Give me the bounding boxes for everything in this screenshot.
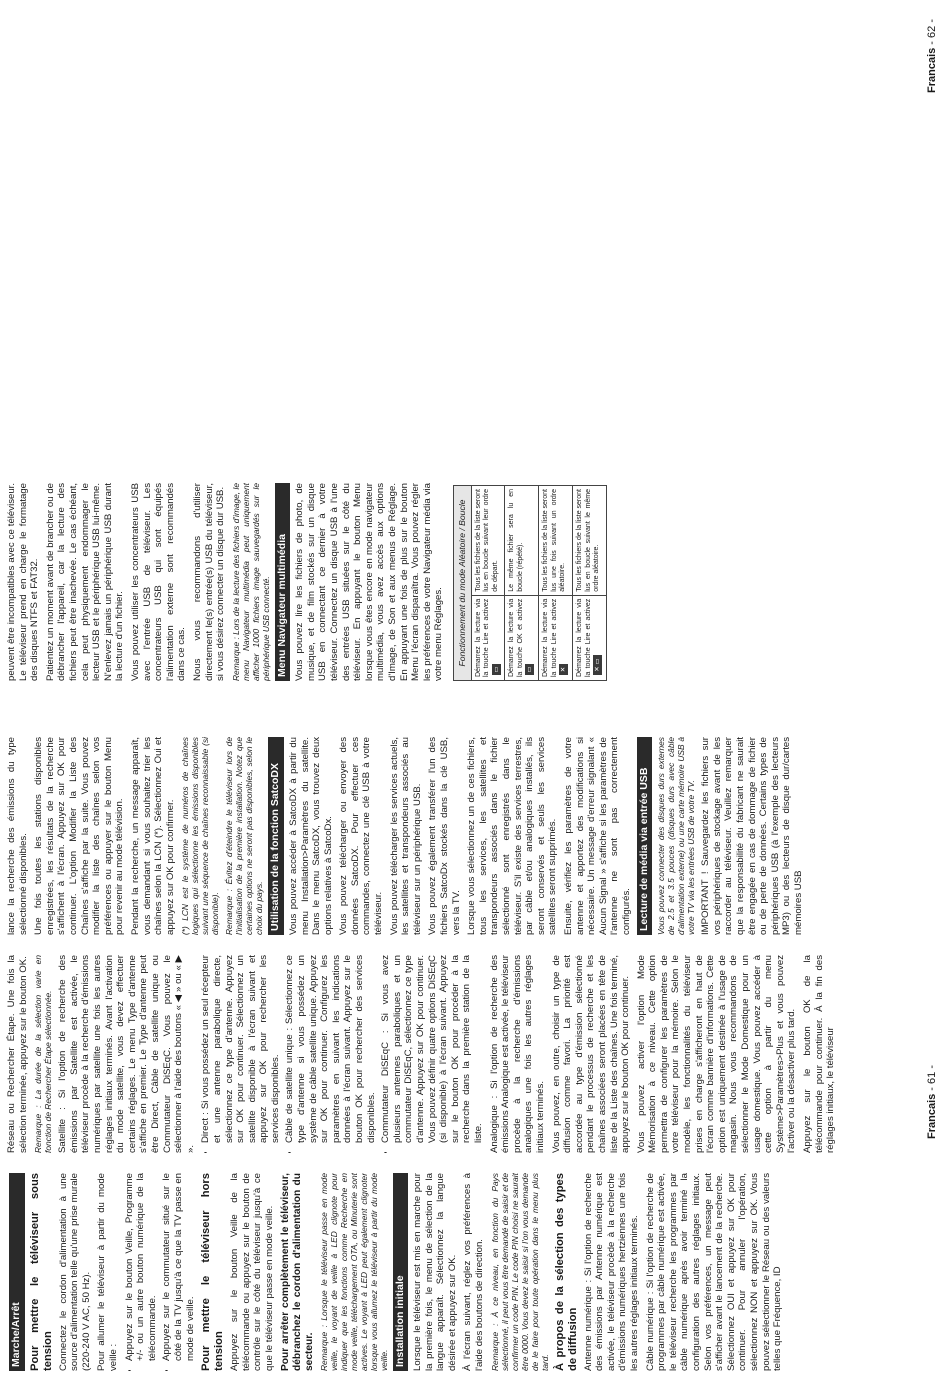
footer-language: Francais <box>926 1093 938 1139</box>
note: Remarque : À ce niveau, en fonction du Pays sélectionné, il peut vous être demandé de saisir et de confirmer un code PIN. Le code PIN choisi ne saurait être 0000. Vous devez le saisir si l'on vous demande de le faire pour toute opération dans le menu plus tard. <box>489 1173 550 1371</box>
table-cell <box>539 595 573 680</box>
paragraph: Vous pouvez activer l'option Mode Mémorisation à ce niveau. Cette option permettra de configurer les paramètres de votre téléviseur pour la mémoire. Selon le modèle, les fonctionnalités du téléviseur prises en charge s'afficheront en haut de l'écran comme bannière d'informations. Cette option est uniquement destinée à l'usage de magasin. Nous vous recommandons de sélectionner le Mode Domestique pour un usage domestique. Vous pouvez accéder à cette option à partir du menu Système>Paramètres>Plus et vous pouvez l'activer ou la désactiver plus tard. <box>635 955 798 1153</box>
paragraph: Lorsque le téléviseur est mis en marche pour la première fois, le menu de sélection de la langue apparaît. Sélectionnez la langue désirée et appuyez sur OK. <box>412 1173 458 1371</box>
repeat-icon: ▭ <box>525 664 534 675</box>
paragraph: À l'écran suivant, réglez vos préférences à l'aide des boutons de direction. <box>462 1173 486 1371</box>
paragraph: Vous pouvez lire les fichiers de photo, de musique, et de film stockés sur un disque USB en connectant ce dernier à votre téléviseur. Connectez un disque USB à l'une des entrées USB situées sur le côté du téléviseur. En appuyant le bouton Menu lorsque vous êtes encore en mode navigateur multimédia, vous avez accès aux options d'Image, de Son et aux menus de Réglage. En appuyant une fois de plus sur le bouton Menu l'écran disparaîtra. Vous pouvez régler les préférences de votre Navigateur média via votre menu Réglages. <box>294 483 445 681</box>
paragraph: Câble numérique : Si l'option de recherche de programmes par câble numérique est activée, le téléviseur recherche les programmes par câble numérique après avoir terminé la configuration des autres réglages initiaux. Selon vos préférences, un message peut s'afficher avant le lancement de la recherche. Sélectionnez OUI et appuyez sur OK pour continuer. Pour annuler l'opération, sélectionnez NON et appuyez sur OK. Vous pouvez sélectionner le Réseau ou des valeurs telles que Fréquence, ID <box>644 1173 784 1371</box>
row-instruction: Démarrez la lecture via la touche OK et activez <box>508 598 524 677</box>
note: Vous pouvez connecter des disques durs externes de 2.5 et 3.5 pouces (disques durs avec câble d'alimentation externe) ou une carte mémoire USB à votre TV via les entrées USB de votre TV. <box>656 737 697 935</box>
table-row <box>573 486 607 681</box>
paragraph: Pendant la recherche, un message apparaît, vous demandant si vous souhaitez trier les chaînes selon la LCN (*). Sélectionnez Oui et appuyez sur OK pour confirmer. <box>129 737 176 935</box>
shuffle-loop-table <box>453 485 607 681</box>
row-instruction: Démarrez la lecture via la touche Lire et activez <box>474 598 490 677</box>
page62-column-1 <box>6 483 906 681</box>
paragraph: Antenne numérique : Si l'option de recherche des émissions par Antenne numérique est activée, le téléviseur procède à la recherche d'émissions numériques hertziennes une fois les autres réglages initiaux terminés. <box>582 1173 641 1371</box>
list-item: • Appuyez sur le bouton Veille, Programme +/- ou un autre bouton numérique de la télécommande. <box>124 1173 159 1361</box>
list-item: • Direct : Si vous possédez un seul récepteur et une antenne parabolique directe, sélectionnez ce type d'antenne. Appuyez sur OK pour continuer. Sélectionnez un satellite disponible à l'écran suivant et appuyez sur OK pour rechercher les services disponibles. <box>200 955 281 1143</box>
section-bar-media-browser: Menu Navigateur multimédia <box>275 483 291 681</box>
note: Remarque : Lorsque le téléviseur passe en mode veille, le voyant de veille à LED clignote pour indiquer que les fonctions comme Recherche en mode veille, téléchargement OTA, ou Minuterie sont actives. Le voyant à LED peut également clignoter lorsque vous allumez le téléviseur à partir du mode veille. <box>318 1173 389 1371</box>
paragraph: Une fois toutes les stations disponibles enregistrées, les résultats de la recherche s'affichent à l'écran. Appuyez sur OK pour continuer. L'option Modifier la Liste des Chaînes s'affiche par la suite. Vous pouvez modifier la liste des chaînes selon vos préférences ou appuyer sur le bouton Menu pour revenir au mode télévision. <box>33 737 126 935</box>
heading-broadcast-types: À propos de la sélection des types de diffusion <box>553 1173 579 1371</box>
paragraph: Patientez un moment avant de brancher ou de débrancher l'appareil, car la lecture des fichiers peut être inachevée. Le cas échéant, cela peut physiquement endommager le lecteur USB et le périphérique USB lui-même. N'enlevez jamais un périphérique USB durant la lecture d'un fichier. <box>44 483 126 681</box>
footer-page-number: - 62 - <box>926 19 938 45</box>
note: Remarque : Évitez d'éteindre le téléviseur lors de l'initialisation de la première installation. Notez que certaines options ne seront pas disponibles, selon le choix du pays. <box>224 737 265 935</box>
paragraph: Pour allumer le téléviseur à partir du mode veille : <box>96 1173 119 1371</box>
section-bar-marche-arret: Marche/Arrêt <box>9 1173 25 1371</box>
paragraph: lance la recherche des émissions du type sélectionné disponibles. <box>6 737 29 935</box>
note: (*) LCN est le système de numéros de chaînes logiques qui sélectionne les émissions disponibles suivant une séquence de chaînes reconnaissable (si disponible). <box>180 737 221 935</box>
heading-power-off: Pour mettre le téléviseur hors tension <box>200 1173 226 1371</box>
paragraph: Analogique : Si l'option de recherche des émissions Analogique est activée, le téléviseur procède à la recherche d'émissions analogiques une fois les autres réglages initiaux terminés. <box>488 955 546 1153</box>
shuffle-icon: ✕ <box>559 664 568 675</box>
list-item: • Commutateur DiSEqC : Si vous avez plusieurs antennes paraboliques et un commutateur DiSEqC, sélectionnez ce type d'antenne. Appuyez sur OK pour continuer. Vous pouvez définir quatre options DiSEqC (si disponible) à l'écran suivant. Appuyez sur le bouton OK pour procéder à la recherche dans la première station de la liste. <box>380 955 484 1143</box>
table-cell: Tous les fichiers de la liste seront lus en boucle suivant le même ordre aléatoire. <box>573 486 607 596</box>
table-cell: Le même fichier sera lu en boucle (répété). <box>505 486 539 596</box>
paragraph: Vous pouvez télécharger les services actuels, les satellites et transpondeurs associés au téléviseur sur un périphérique USB. <box>388 737 423 935</box>
paragraph: Nous vous recommandons d'utiliser directement le(s) entrée(s) USB du téléviseur, si vous désirez connecter un disque dur USB. <box>191 483 227 681</box>
footer-language: Francais <box>926 47 938 93</box>
bullet-list <box>124 1173 197 1371</box>
note: Remarque : Lors de la lecture des fichiers d'image, le menu Navigateur multimédia peut uniquement afficher 1000 fichiers image sauvegardés sur le périphérique USB connecté. <box>230 483 271 681</box>
page-divider <box>0 689 950 690</box>
paragraph: Satellite : Si l'option de recherche des émissions par Satellite est activée, le téléviseur procède à la recherche d'émissions numériques par satellite une fois les autres réglages initiaux terminés. Avant l'activation du mode satellite, vous devez effectuer certains réglages. Le menu Type d'antenne s'affiche en premier. Le Type d'antenne peut être Direct, Câble de satellite unique ou Commutateur DiSEqC. Vous pouvez le sélectionner à l'aide des boutons « ◀ » ou « ▶ ». <box>57 955 196 1153</box>
section-bar-usb-media: Lecture de média via entrée USB <box>637 737 653 935</box>
shuffle-repeat-icon: ✕ ▭ <box>593 655 602 675</box>
table-row <box>471 486 505 681</box>
page61-column-1 <box>6 1173 906 1371</box>
note: Remarque : La durée de la sélection varie en fonction de Rechercher Étape sélectionnée. <box>33 955 54 1153</box>
table-cell <box>573 595 607 680</box>
section-bar-satcodx: Utilisation de la fonction SatcoDX <box>268 737 284 935</box>
bullet-list <box>200 955 484 1153</box>
paragraph: Lorsque vous sélectionnez un de ces fichiers, tous les services, les satellites et transpondeurs associés dans le fichier sélectionné sont enregistrés dans le téléviseur. S'il existe des services terrestres, par câble et/ou analogiques installés, ils seront conservés et seuls les services satellites seront supprimés. <box>466 737 559 935</box>
page61-column-2 <box>6 955 906 1153</box>
table-cell: Tous les fichiers de la liste seront lus en boucle suivant leur ordre de départ. <box>471 486 505 596</box>
table-row <box>505 486 539 681</box>
paragraph: Appuyez sur le bouton Veille de la télécommande ou appuyez sur le bouton de contrôle sur le côté du téléviseur jusqu'à ce que le téléviseur passe en mode veille. <box>229 1173 275 1371</box>
table-cell: Tous les fichiers de la liste seront lus une fois suivant un ordre aléatoire. <box>539 486 573 596</box>
paragraph: peuvent être incompatibles avec ce téléviseur. Le téléviseur prend en charge le formatage des disques NTFS et FAT32. <box>6 483 41 681</box>
table-cell <box>471 595 505 680</box>
heading-power-on: Pour mettre le téléviseur sous tension <box>28 1173 54 1371</box>
page61-column-3 <box>6 737 906 935</box>
page-61 <box>0 690 950 1379</box>
paragraph: Vous pouvez, en outre, choisir un type de diffusion comme favori. La priorité est accordée au type d'émission sélectionné pendant le processus de recherche et les chaînes associées seront placées en tête de liste de la Liste des chaînes. Une fois terminé, appuyez sur le bouton OK pour continuer. <box>550 955 632 1153</box>
page-footer-61 <box>926 1065 938 1139</box>
paragraph: Réseau ou Rechercher Étape. Une fois la sélection terminée, appuyez sur le bouton OK. <box>6 955 29 1153</box>
heading-unplug: Pour arrêter complètement le téléviseur, débranchez le cordon d'alimentation du secteur. <box>279 1173 315 1371</box>
section-bar-installation: Installation initiale <box>393 1173 409 1371</box>
page-62 <box>0 0 950 689</box>
row-instruction: Démarrez la lecture via la touche Lire et activez <box>576 598 592 677</box>
paragraph: Connectez le cordon d'alimentation à une source d'alimentation telle qu'une prise murale (220-240 V AC, 50 Hz). <box>57 1173 92 1371</box>
repeat-icon: ▭ <box>492 664 501 675</box>
paragraph: Vous pouvez accéder à SatcoDX à partir du menu Installation>Paramètres du satellite. Dans le menu SatcoDX, vous trouvez deux options relatives à SatcoDx. <box>287 737 334 935</box>
page-footer-62 <box>926 19 938 93</box>
paragraph: IMPORTANT ! Sauvegardez les fichiers sur vos périphériques de stockage avant de les raccorder au téléviseur. Veuillez remarquer que la responsabilité du fabricant ne saurait être engagée en cas de dommage de fichier ou de perte de données. Certains types de périphériques USB (à l'exemple des lecteurs MP3) ou des lecteurs de disque dur/cartes mémoires USB <box>700 737 804 935</box>
paragraph: Vous pouvez télécharger ou envoyer des données SatcoDX. Pour effectuer ces commandes, connectez une clé USB à votre téléviseur. <box>338 737 385 935</box>
table-title: Fonctionnement du mode Aléatoire / Boucle <box>454 486 472 681</box>
paragraph: Ensuite, vérifiez les paramètres de votre antenne et apportez des modifications si nécessaire. Un message d'erreur signalant « Aucun Signal » s'affiche si les paramètres de l'antenne ne sont pas correctement configurés. <box>562 737 632 935</box>
list-item: • Câble de satellite unique : Sélectionnez ce type d'antenne si vous possédez un système de câble satellite unique. Appuyez sur OK pour continuer. Configurez les paramètres en suivant les indications données à l'écran suivant. Appuyez sur le bouton OK pour rechercher des services disponibles. <box>284 955 377 1143</box>
list-item: • Appuyez sur le commutateur situé sur le côté de la TV jusqu'à ce que la TV passe en mode de veille. <box>161 1173 196 1361</box>
footer-page-number: - 61 - <box>926 1065 938 1091</box>
paragraph: Vous pouvez utiliser les concentrateurs USB avec l'entrée USB de téléviseur. Les concentrateurs USB qui sont équipés l'alimentation externe sont recommandés dans ce cas. <box>129 483 188 681</box>
row-instruction: Démarrez la lecture via la touche Lire et activez <box>542 598 558 677</box>
paragraph: Vous pouvez également transférer l'un des fichiers SatcoDx stockés dans la clé USB, vers la TV. <box>427 737 462 935</box>
table-cell <box>505 595 539 680</box>
table-row <box>539 486 573 681</box>
paragraph: Appuyez sur le bouton OK de la télécommande pour continuer. À la fin des réglages initiaux, le téléviseur <box>802 955 837 1153</box>
